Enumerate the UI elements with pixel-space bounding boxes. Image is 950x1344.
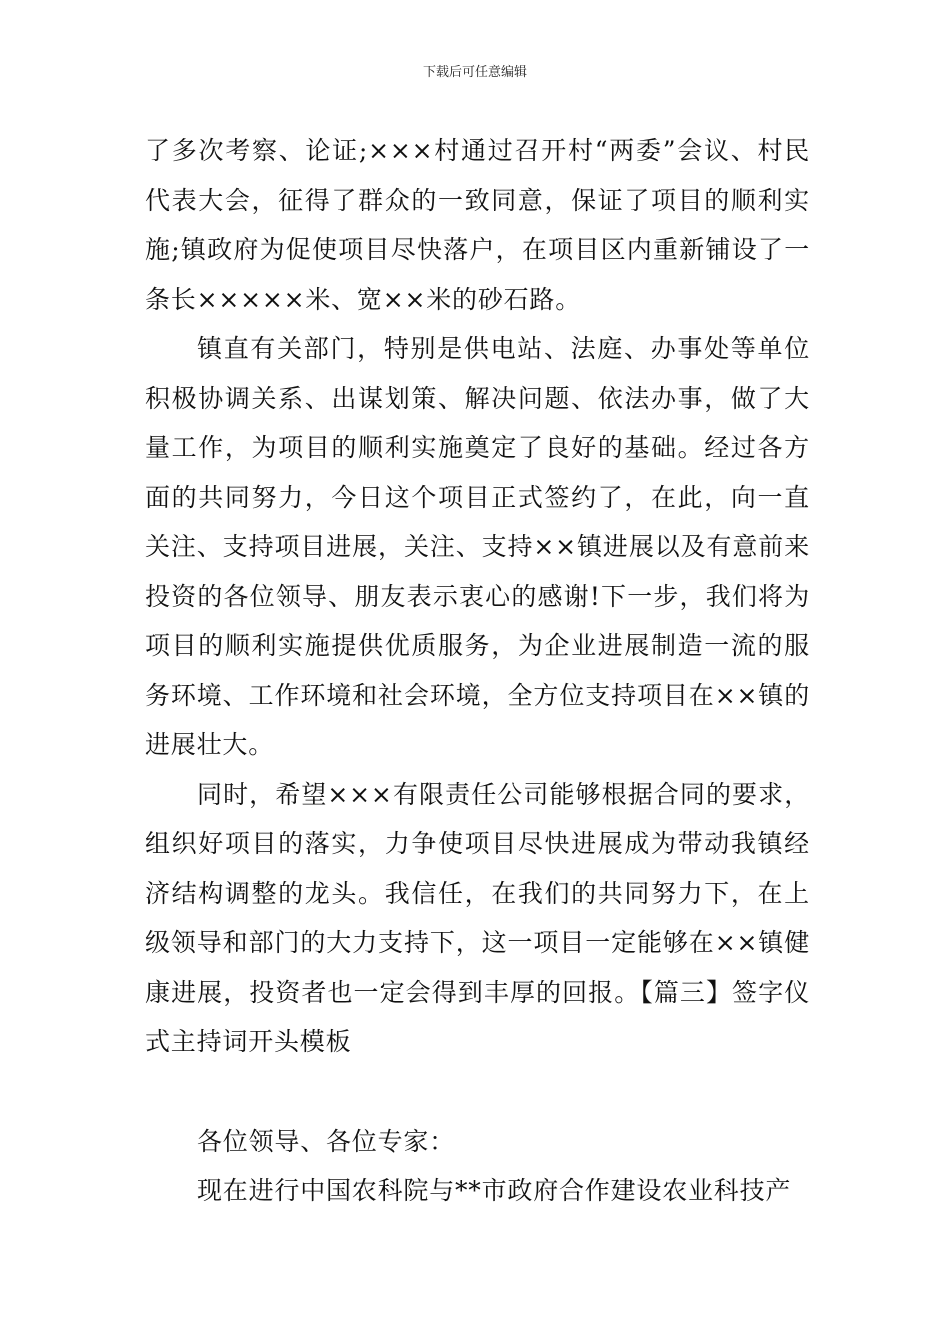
paragraph-5: 现在进行中国农科院与**市政府合作建设农业科技产 xyxy=(197,1176,792,1205)
document-body xyxy=(145,126,810,1216)
paragraph-salutation: 各位领导、各位专家： xyxy=(197,1126,456,1156)
paragraph-2: 镇直有关部门，特别是供电站、法庭、办事处等单位积极协调关系、出谋划策、解决问题、依法办事，做了大量工作，为项目的顺利实施奠定了良好的基础。经过各方面的共同努力，今日这个项目正式签约了，在此，向一直关注、支持项目进展，关注、支持××镇进展以及有意前来投资的各位领导、朋友表示衷心的感谢!下一步，我们将为项目的顺利实施提供优质服务，为企业进展制造一流的服务环境、工作环境和社会环境，全方位支持项目在××镇的进展壮大。 xyxy=(145,334,810,759)
paragraph-1: 了多次考察、论证;×××村通过召开村“两委”会议、村民代表大会，征得了群众的一致同意，保证了项目的顺利实施;镇政府为促使项目尽快落户，在项目区内重新铺设了一条长×××××米、宽××米的砂石路。 xyxy=(145,136,810,314)
paragraph-gap xyxy=(145,1067,810,1117)
paragraph-3: 同时，希望×××有限责任公司能够根据合同的要求，组织好项目的落实，力争使项目尽快进展成为带动我镇经济结构调整的龙头。我信任，在我们的共同努力下，在上级领导和部门的大力支持下，这一项目一定能够在××镇健康进展，投资者也一定会得到丰厚的回报。【篇三】签字仪式主持词开头模板 xyxy=(145,779,810,1056)
page-header: 下载后可任意编辑 xyxy=(422,65,527,80)
